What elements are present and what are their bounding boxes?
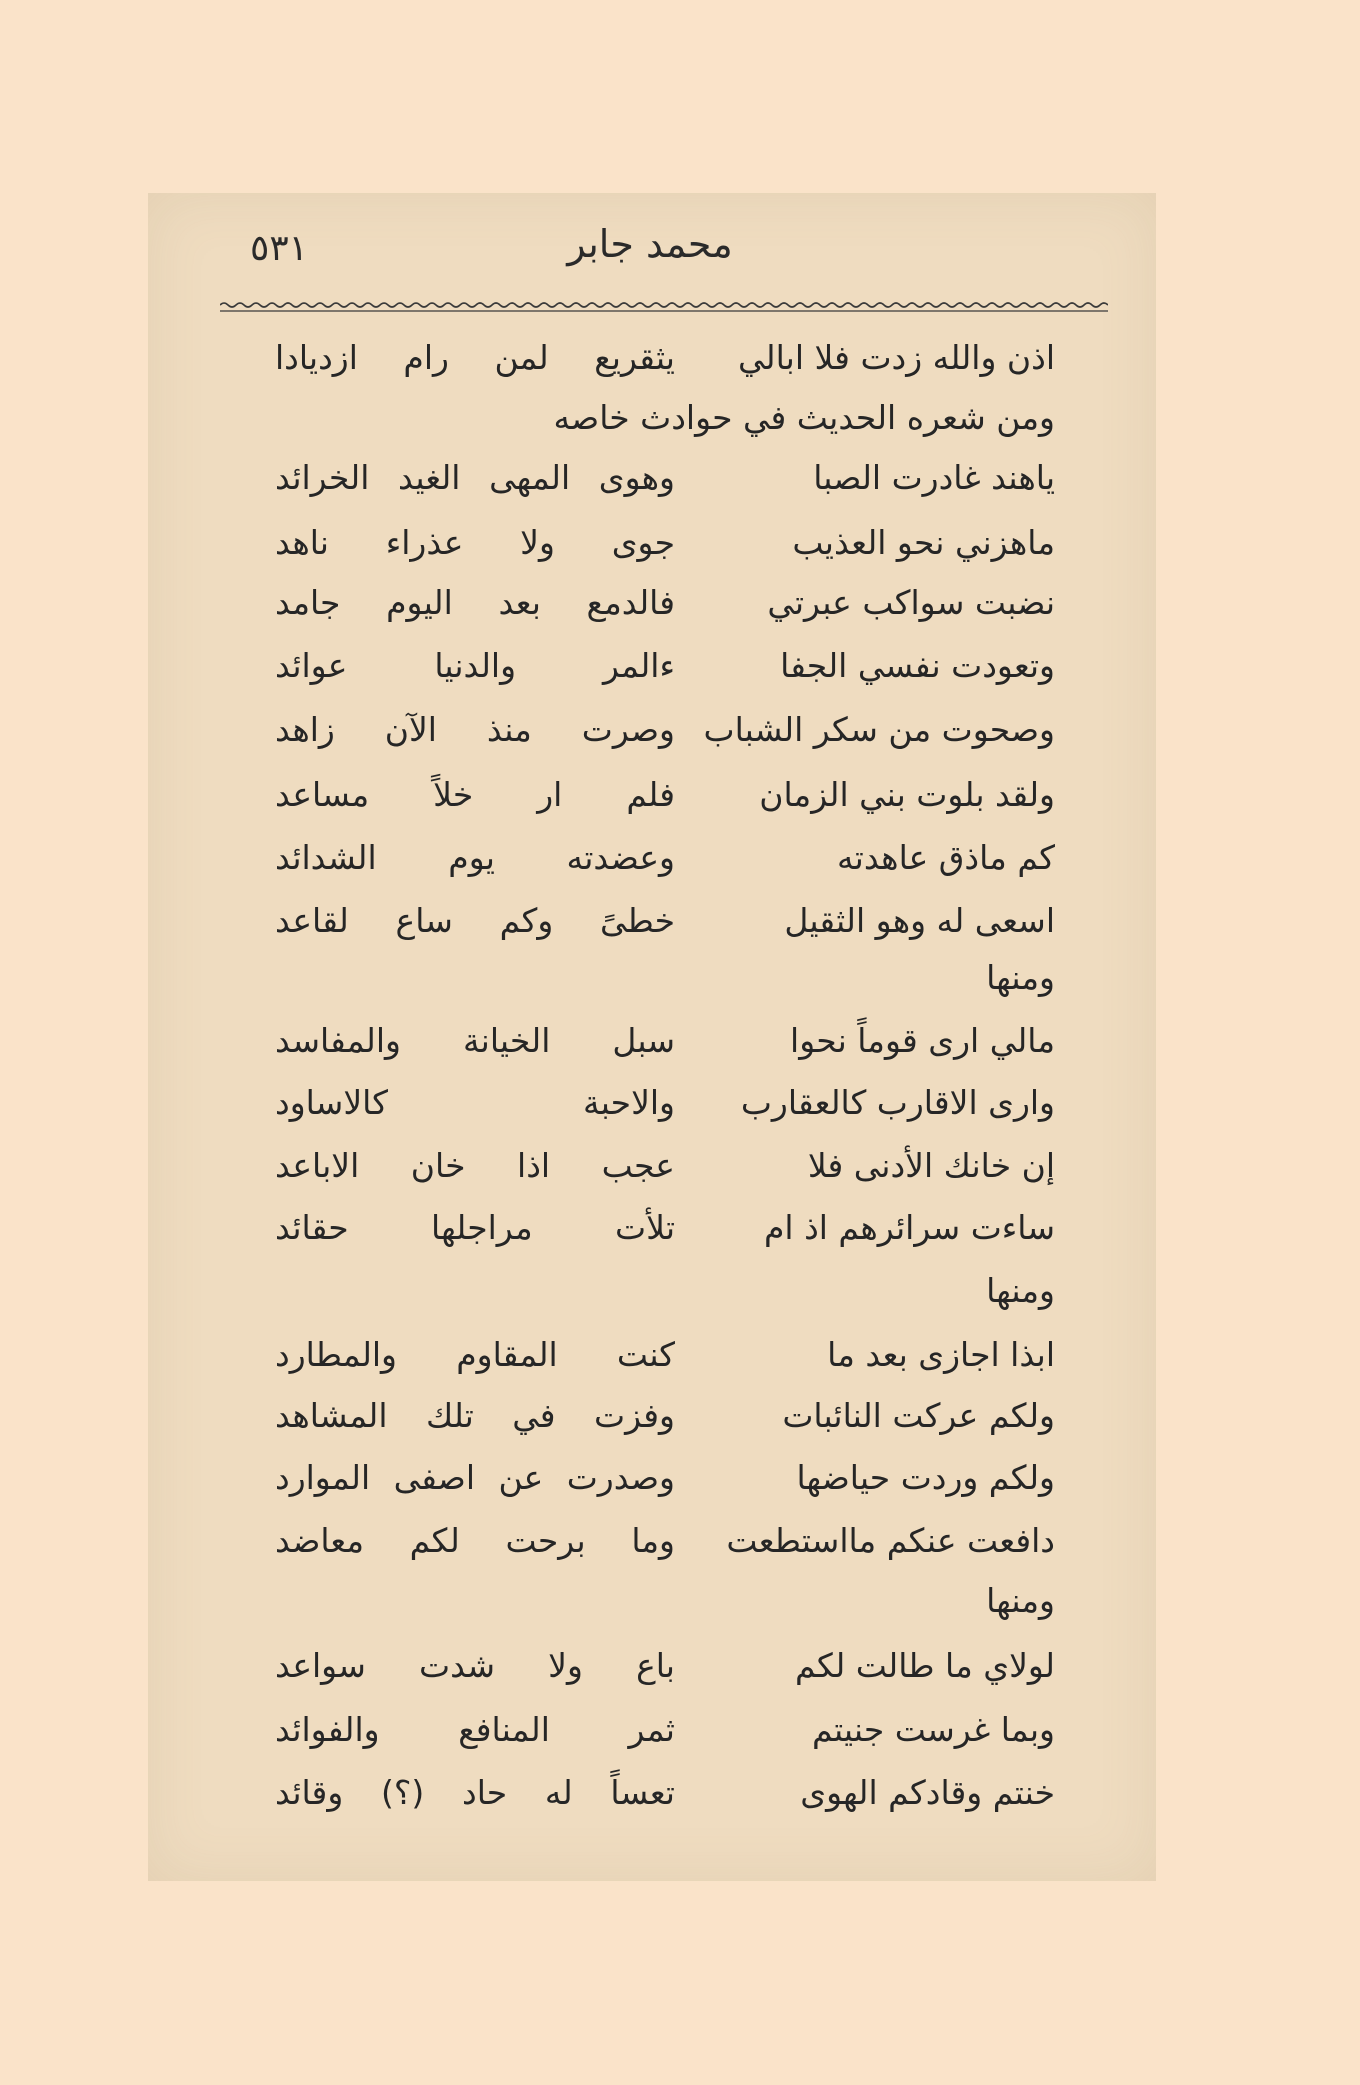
verse-line <box>275 510 1055 576</box>
prose-line <box>275 1568 1055 1634</box>
verse-line <box>275 1383 1055 1449</box>
first-hemistich: ابذا اجازى بعد ما <box>827 1335 1055 1374</box>
first-hemistich: ساءت سرائرهم اذ ام <box>763 1208 1055 1247</box>
prose-line <box>275 945 1055 1011</box>
verse-line <box>275 1445 1055 1511</box>
first-hemistich: لولاي ما طالت لكم <box>795 1646 1055 1685</box>
second-hemistich: تلأت مراجلها حقائد <box>275 1208 675 1247</box>
second-hemistich: فلم ار خلاً مساعد <box>275 775 675 814</box>
second-hemistich: تعساً له حاد (؟) وقائد <box>275 1773 675 1812</box>
first-hemistich: اذن والله زدت فلا ابالي <box>738 338 1055 377</box>
verse-line <box>275 1133 1055 1199</box>
verse-line <box>275 1508 1055 1574</box>
first-hemistich: اسعى له وهو الثقيل <box>784 901 1055 940</box>
first-hemistich: وتعودت نفسي الجفا <box>780 646 1055 685</box>
second-hemistich: وما برحت لكم معاضد <box>275 1521 675 1560</box>
first-hemistich: دافعت عنكم مااستطعت <box>726 1521 1055 1560</box>
verse-line <box>275 1697 1055 1763</box>
second-hemistich: وصرت منذ الآن زاهد <box>275 710 675 749</box>
prose-line <box>275 385 1055 451</box>
second-hemistich: يثقريع لمن رام ازديادا <box>275 338 675 377</box>
verse-line <box>275 1008 1055 1074</box>
first-hemistich: ماهزني نحو العذيب <box>792 523 1055 562</box>
second-hemistich: عجب اذا خان الاباعد <box>275 1146 675 1185</box>
prose-text: ومنها <box>986 958 1055 997</box>
first-hemistich: نضبت سواكب عبرتي <box>767 583 1055 622</box>
verse-line <box>275 825 1055 891</box>
second-hemistich: خطىً وكم ساع لقاعد <box>275 901 675 940</box>
prose-line <box>275 1258 1055 1324</box>
running-title: محمد جابر <box>567 222 733 266</box>
second-hemistich: وصدرت عن اصفى الموارد <box>275 1458 675 1497</box>
verse-line <box>275 1195 1055 1261</box>
first-hemistich: كم ماذق عاهدته <box>836 838 1055 877</box>
second-hemistich: جوى ولا عذراء ناهد <box>275 523 675 562</box>
first-hemistich: خنتم وقادكم الهوى <box>800 1773 1055 1812</box>
prose-text: ومنها <box>986 1581 1055 1620</box>
second-hemistich: كنت المقاوم والمطارد <box>275 1335 675 1374</box>
verse-line <box>275 325 1055 391</box>
verse-line <box>275 697 1055 763</box>
second-hemistich: وعضدته يوم الشدائد <box>275 838 675 877</box>
second-hemistich: فالدمع بعد اليوم جامد <box>275 583 675 622</box>
verse-line <box>275 762 1055 828</box>
first-hemistich: ولكم عركت النائبات <box>782 1396 1055 1435</box>
first-hemistich: ياهند غادرت الصبا <box>813 458 1055 497</box>
first-hemistich: ولكم وردت حياضها <box>796 1458 1055 1497</box>
verse-line <box>275 1322 1055 1388</box>
prose-text: ومنها <box>986 1271 1055 1310</box>
first-hemistich: وصحوت من سكر الشباب <box>703 710 1055 749</box>
second-hemistich: وفزت في تلك المشاهد <box>275 1396 675 1435</box>
verse-line <box>275 570 1055 636</box>
second-hemistich: سبل الخيانة والمفاسد <box>275 1021 675 1060</box>
verse-line <box>275 1633 1055 1699</box>
second-hemistich: ثمر المنافع والفوائد <box>275 1710 675 1749</box>
first-hemistich: إن خانك الأدنى فلا <box>807 1146 1055 1185</box>
verse-line <box>275 1070 1055 1136</box>
header-wavy-rule <box>220 300 1108 314</box>
second-hemistich: ءالمر والدنيا عوائد <box>275 646 675 685</box>
second-hemistich: والاحبة كالاساود <box>275 1083 675 1122</box>
page-number: ٥٣١ <box>250 228 309 269</box>
second-hemistich: وهوى المهى الغيد الخرائد <box>275 458 675 497</box>
first-hemistich: مالي ارى قوماً نحوا <box>790 1021 1055 1060</box>
second-hemistich: باع ولا شدت سواعد <box>275 1646 675 1685</box>
verse-line <box>275 633 1055 699</box>
verse-line <box>275 1760 1055 1826</box>
first-hemistich: وبما غرست جنيتم <box>812 1710 1055 1749</box>
prose-text: ومن شعره الحديث في حوادث خاصه <box>553 398 1055 437</box>
verse-line <box>275 445 1055 511</box>
first-hemistich: ولقد بلوت بني الزمان <box>759 775 1055 814</box>
first-hemistich: واری الاقارب كالعقارب <box>740 1083 1055 1122</box>
